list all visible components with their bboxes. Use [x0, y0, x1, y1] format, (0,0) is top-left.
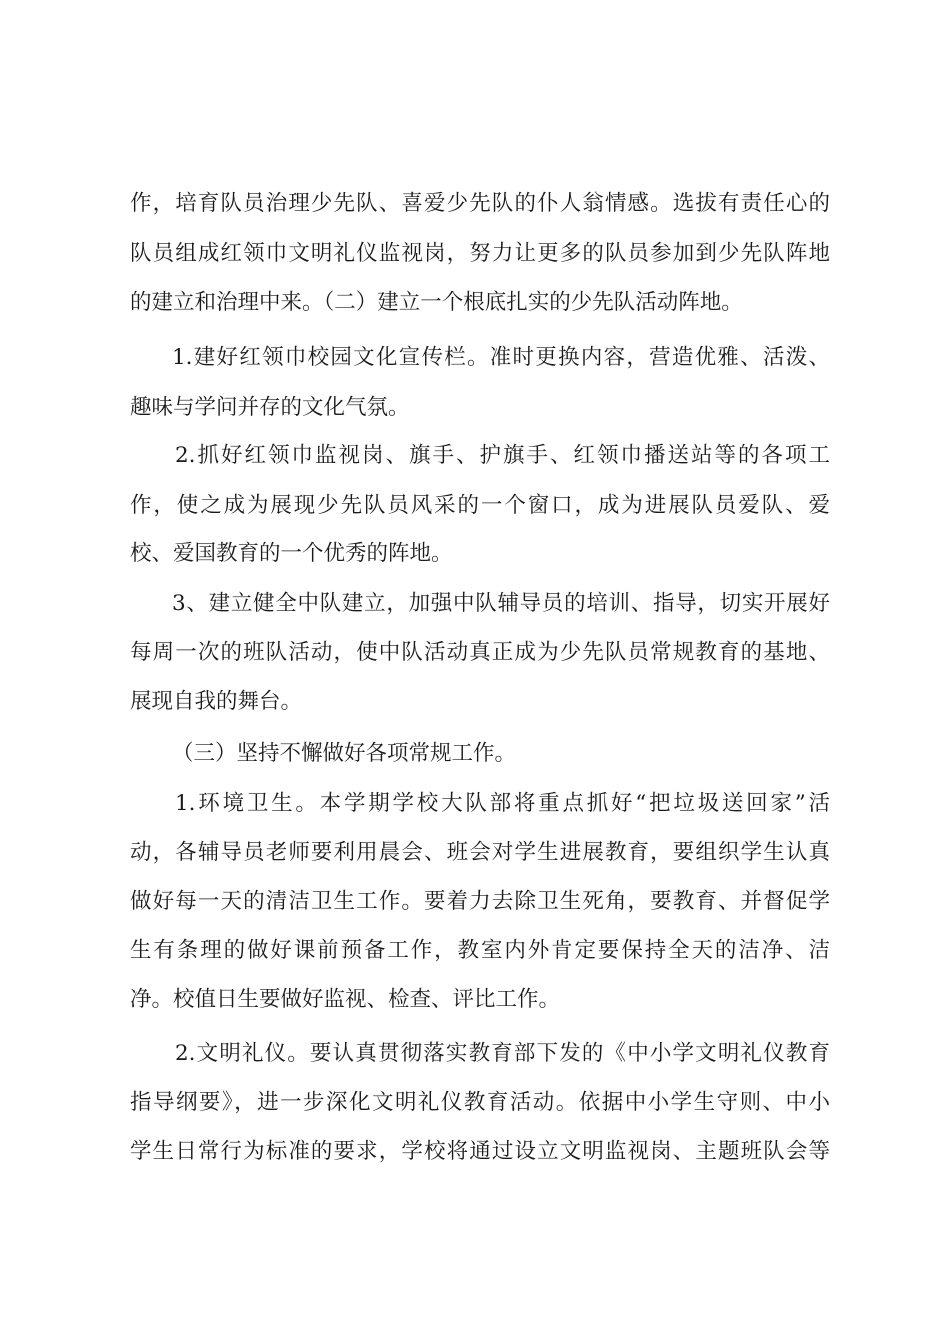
body-text-line: 动，各辅导员老师要利用晨会、班会对学生进展教育，要组织学生认真 — [130, 840, 830, 865]
body-text-line: 校、爱国教育的一个优秀的阵地。 — [130, 541, 453, 566]
body-text-line: 1.建好红领巾校园文化宣传栏。准时更换内容，营造优雅、活泼、 — [172, 345, 830, 370]
body-text-line: 作，使之成为展现少先队员风采的一个窗口，成为进展队员爱队、爱 — [130, 493, 830, 518]
body-text-line: 的建立和治理中来。（二）建立一个根底扎实的少先队活动阵地。 — [130, 290, 743, 315]
body-text-line: 净。校值日生要做好监视、检查、评比工作。 — [130, 987, 561, 1012]
body-text-line: 做好每一天的清洁卫生工作。要着力去除卫生死角，要教育、并督促学 — [130, 889, 830, 914]
body-text-line: 生有条理的做好课前预备工作，教室内外肯定要保持全天的洁净、洁 — [130, 938, 830, 963]
body-text-line: 2.文明礼仪。要认真贯彻落实教育部下发的《中小学文明礼仪教育 — [175, 1041, 830, 1066]
body-text-line: 趣味与学问并存的文化气氛。 — [130, 395, 410, 420]
body-text-line: 指导纲要》，进一步深化文明礼仪教育活动。依据中小学生守则、中小 — [130, 1090, 830, 1115]
body-text-line: 2.抓好红领巾监视岗、旗手、护旗手、红领巾播送站等的各项工 — [175, 443, 830, 468]
body-text-line: 每周一次的班队活动，使中队活动真正成为少先队员常规教育的基地、 — [130, 640, 830, 665]
body-text-line: 作，培育队员治理少先队、喜爱少先队的仆人翁情感。选拔有责任心的 — [130, 191, 830, 216]
body-text-line: 1.环境卫生。本学期学校大队部将重点抓好“把垃圾送回家”活 — [175, 791, 830, 816]
body-text-line: 学生日常行为标准的要求，学校将通过设立文明监视岗、主题班队会等 — [130, 1139, 830, 1164]
body-text-line: 队员组成红领巾文明礼仪监视岗，努力让更多的队员参加到少先队阵地 — [130, 241, 830, 266]
body-text-line: 展现自我的舞台。 — [130, 689, 303, 714]
body-text-line: 3、建立健全中队建立，加强中队辅导员的培训、指导，切实开展好 — [172, 591, 830, 616]
section-heading: （三）坚持不懈做好各项常规工作。 — [172, 741, 517, 766]
